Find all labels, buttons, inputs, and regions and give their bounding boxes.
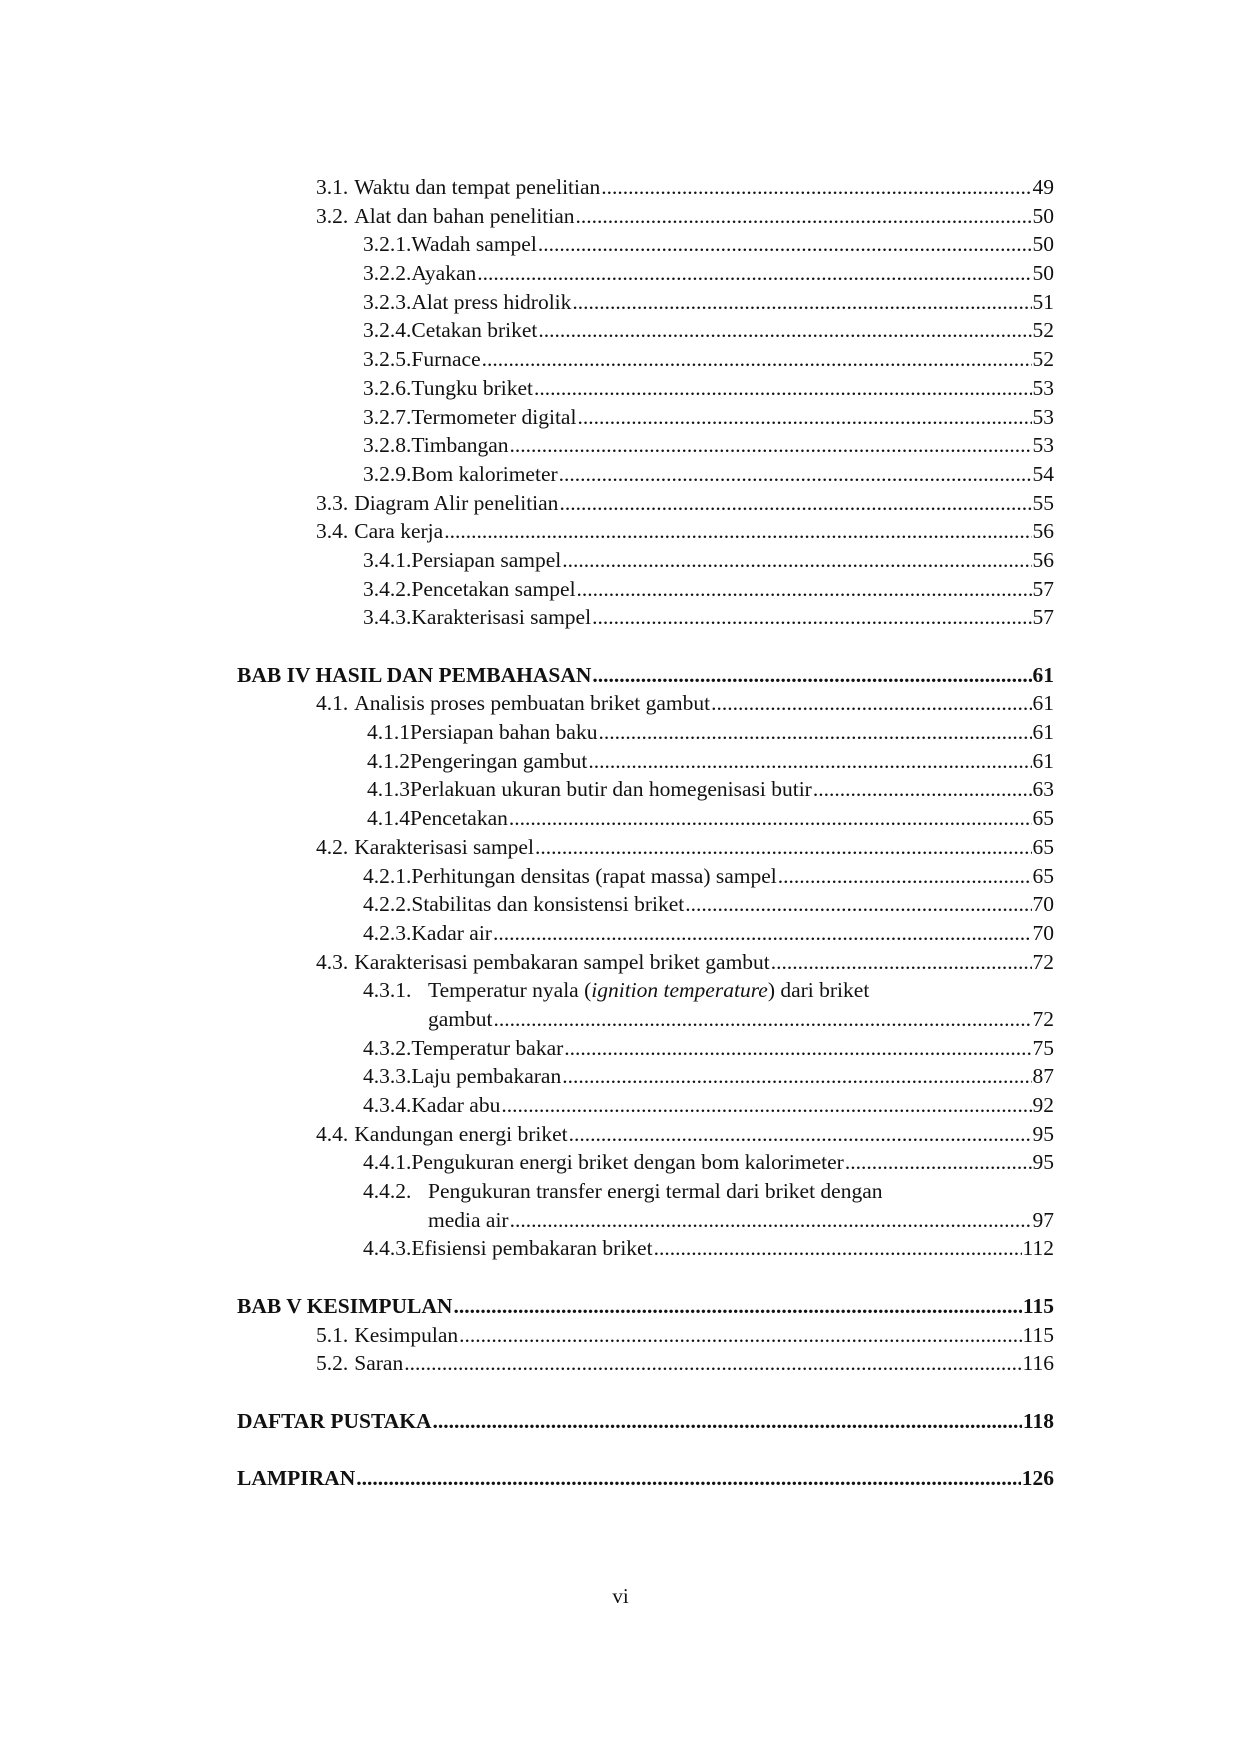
toc-number: 4.2.1.	[363, 863, 412, 888]
dot-leader	[569, 1120, 1032, 1149]
toc-entry[interactable]	[0, 345, 1241, 374]
toc-page: 57	[1032, 605, 1054, 630]
toc-number: 4.4.3.	[363, 1236, 412, 1261]
table-of-contents	[0, 173, 1241, 1493]
toc-page: 70	[1032, 920, 1054, 945]
toc-page: 55	[1032, 490, 1054, 515]
toc-label: BAB V KESIMPULAN	[237, 1293, 453, 1318]
toc-page: 72	[1032, 1006, 1054, 1031]
toc-number: 3.2.2.	[363, 261, 412, 286]
dot-leader	[601, 173, 1031, 202]
dot-leader	[562, 546, 1031, 575]
toc-number: 4.2.2.	[363, 892, 412, 917]
toc-label: Alat press hidrolik	[411, 289, 572, 314]
dot-leader	[459, 1321, 1021, 1350]
toc-label: Termometer digital	[411, 404, 577, 429]
toc-number: 5.2.	[316, 1351, 349, 1376]
dot-leader	[535, 833, 1032, 862]
toc-page: 75	[1032, 1035, 1054, 1060]
dot-leader	[576, 202, 1032, 231]
toc-chapter-entry[interactable]	[0, 1407, 1241, 1436]
toc-page: 61	[1032, 720, 1054, 745]
toc-entry[interactable]	[0, 718, 1241, 747]
toc-entry[interactable]	[0, 775, 1241, 804]
toc-number: 3.2.	[316, 203, 349, 228]
toc-number: 4.2.	[316, 834, 349, 859]
toc-number: 4.4.1.	[363, 1150, 412, 1175]
dot-leader	[559, 489, 1031, 518]
toc-entry[interactable]	[0, 1349, 1241, 1378]
dot-leader	[482, 345, 1032, 374]
toc-label: Karakterisasi sampel	[354, 834, 534, 859]
toc-entry[interactable]	[0, 1034, 1241, 1063]
toc-entry[interactable]	[0, 316, 1241, 345]
toc-label: Persiapan sampel	[411, 547, 562, 572]
toc-label: Pengukuran transfer energi termal dari briket dengan	[428, 1179, 883, 1204]
toc-label: Alat dan bahan penelitian	[354, 203, 575, 228]
toc-page: 53	[1032, 433, 1054, 458]
toc-number: 4.1.1	[367, 720, 410, 745]
toc-number: 4.1.4	[367, 806, 410, 831]
dot-leader	[598, 718, 1031, 747]
toc-chapter-entry[interactable]	[0, 661, 1241, 690]
toc-page: 51	[1032, 289, 1054, 314]
dot-leader	[588, 747, 1031, 776]
toc-number: 4.3.1.	[363, 978, 412, 1003]
toc-label: Analisis proses pembuatan briket gambut	[354, 691, 711, 716]
toc-number: 3.2.1.	[363, 232, 412, 257]
toc-page: 53	[1032, 375, 1054, 400]
toc-number: 3.2.7.	[363, 404, 412, 429]
toc-page: 50	[1032, 261, 1054, 286]
toc-page: 49	[1032, 175, 1054, 199]
toc-label: Timbangan	[411, 433, 509, 458]
toc-page: 115	[1022, 1322, 1054, 1347]
toc-number: 4.3.	[316, 949, 349, 974]
toc-number: 4.4.2.	[363, 1179, 412, 1204]
toc-label: Persiapan bahan baku	[410, 720, 598, 745]
toc-entry[interactable]	[0, 374, 1241, 403]
toc-label: Perlakuan ukuran butir dan homegenisasi butir	[410, 777, 812, 802]
toc-label: DAFTAR PUSTAKA	[237, 1408, 432, 1433]
dot-leader	[577, 403, 1031, 432]
toc-number: 3.2.8.	[363, 433, 412, 458]
toc-number: 4.1.2	[367, 748, 410, 773]
toc-label: Karakterisasi sampel	[411, 605, 592, 630]
toc-page: 97	[1032, 1207, 1054, 1232]
toc-number: 5.1.	[316, 1322, 349, 1347]
toc-page: 95	[1032, 1121, 1054, 1146]
toc-label: Waktu dan tempat penelitian	[354, 175, 601, 199]
toc-entry[interactable]	[0, 259, 1241, 288]
dot-leader	[501, 1091, 1031, 1120]
toc-label: Saran	[354, 1351, 404, 1376]
toc-number: 3.3.	[316, 490, 349, 515]
toc-page: 54	[1032, 461, 1054, 486]
toc-entry[interactable]	[0, 1177, 1241, 1206]
toc-label: Diagram Alir penelitian	[354, 490, 559, 515]
toc-number: 4.2.3.	[363, 920, 412, 945]
dot-leader	[711, 689, 1031, 718]
toc-page: 95	[1032, 1150, 1054, 1175]
toc-entry[interactable]	[0, 1321, 1241, 1350]
toc-label: Pencetakan	[410, 806, 508, 831]
toc-entry[interactable]	[0, 230, 1241, 259]
toc-label: Kesimpulan	[354, 1322, 459, 1347]
toc-entry[interactable]	[0, 202, 1241, 231]
toc-number: 3.1.	[316, 175, 349, 199]
toc-label: Laju pembakaran	[411, 1064, 562, 1089]
dot-leader	[534, 374, 1031, 403]
toc-number: 4.4.	[316, 1121, 349, 1146]
toc-entry[interactable]	[0, 431, 1241, 460]
toc-label: Bom kalorimeter	[411, 461, 558, 486]
toc-label: Cara kerja	[354, 519, 444, 544]
toc-label: Efisiensi pembakaran briket	[411, 1236, 653, 1261]
toc-page: 63	[1032, 777, 1054, 802]
toc-number: 3.2.5.	[363, 347, 412, 372]
dot-leader	[577, 575, 1032, 604]
toc-entry[interactable]	[0, 1234, 1241, 1263]
dot-leader	[493, 919, 1032, 948]
toc-number: 4.3.3.	[363, 1064, 412, 1089]
page-number: vi	[612, 1584, 629, 1608]
toc-page: 65	[1032, 834, 1054, 859]
toc-label: Kadar air	[411, 920, 492, 945]
toc-page: 118	[1022, 1408, 1054, 1433]
toc-label: Cetakan briket	[411, 318, 538, 343]
toc-page: 56	[1032, 547, 1054, 572]
toc-entry[interactable]	[0, 517, 1241, 546]
toc-page: 70	[1032, 892, 1054, 917]
toc-number: 3.4.1.	[363, 547, 412, 572]
toc-label: Temperatur nyala (ignition temperature) dari briket	[428, 978, 870, 1003]
toc-label: Kadar abu	[411, 1093, 501, 1117]
dot-leader	[771, 948, 1032, 977]
dot-leader	[477, 259, 1031, 288]
toc-page: 57	[1032, 576, 1054, 601]
dot-leader	[778, 862, 1032, 891]
toc-label: media air	[428, 1207, 509, 1232]
toc-entry[interactable]	[0, 976, 1241, 1005]
toc-page: 65	[1032, 806, 1054, 831]
toc-chapter-entry[interactable]	[0, 1292, 1241, 1321]
toc-page: 61	[1032, 748, 1054, 773]
dot-leader	[356, 1464, 1021, 1493]
toc-label: Perhitungan densitas (rapat massa) sampel	[411, 863, 777, 888]
toc-number: 4.3.2.	[363, 1035, 412, 1060]
dot-leader	[562, 1062, 1031, 1091]
toc-entry[interactable]	[0, 890, 1241, 919]
toc-number: 3.4.3.	[363, 605, 412, 630]
dot-leader	[404, 1349, 1021, 1378]
toc-entry[interactable]	[0, 833, 1241, 862]
toc-entry[interactable]	[0, 1091, 1241, 1120]
toc-entry[interactable]	[0, 546, 1241, 575]
toc-label: Stabilitas dan konsistensi briket	[411, 892, 685, 917]
toc-entry[interactable]	[0, 603, 1241, 632]
toc-label: Furnace	[411, 347, 481, 372]
toc-entry[interactable]	[0, 948, 1241, 977]
toc-number: 3.2.9.	[363, 461, 412, 486]
toc-page: 115	[1022, 1293, 1054, 1318]
dot-leader	[654, 1234, 1022, 1263]
toc-page: 112	[1022, 1236, 1054, 1261]
toc-entry-continuation[interactable]	[0, 1206, 1241, 1235]
dot-leader	[685, 890, 1031, 919]
toc-label: Pengeringan gambut	[410, 748, 588, 773]
toc-label: Ayakan	[411, 261, 477, 286]
toc-page: 56	[1032, 519, 1054, 544]
toc-page: 53	[1032, 404, 1054, 429]
toc-page: 50	[1032, 203, 1054, 228]
dot-leader	[592, 661, 1031, 690]
dot-leader	[444, 517, 1031, 546]
toc-entry[interactable]	[0, 919, 1241, 948]
toc-entry[interactable]	[0, 747, 1241, 776]
toc-entry-continuation[interactable]	[0, 1005, 1241, 1034]
toc-number: 3.4.2.	[363, 576, 412, 601]
toc-page: 61	[1032, 662, 1054, 687]
toc-number: 3.4.	[316, 519, 349, 544]
dot-leader	[538, 230, 1032, 259]
toc-entry[interactable]	[0, 288, 1241, 317]
toc-label: Pencetakan sampel	[411, 576, 576, 601]
toc-entry[interactable]	[0, 689, 1241, 718]
toc-entry[interactable]	[0, 1062, 1241, 1091]
toc-entry[interactable]	[0, 403, 1241, 432]
dot-leader	[510, 1206, 1032, 1235]
toc-number: 3.2.3.	[363, 289, 412, 314]
toc-entry[interactable]	[0, 862, 1241, 891]
toc-number: 4.1.	[316, 691, 349, 716]
dot-leader	[453, 1292, 1021, 1321]
toc-label: Tungku briket	[411, 375, 534, 400]
toc-entry[interactable]	[0, 489, 1241, 518]
dot-leader	[494, 1005, 1032, 1034]
toc-page: 65	[1032, 863, 1054, 888]
toc-page: 52	[1032, 347, 1054, 372]
toc-number: 4.1.3	[367, 777, 410, 802]
toc-page: 92	[1032, 1093, 1054, 1117]
toc-entry[interactable]	[0, 460, 1241, 489]
toc-page: 126	[1021, 1465, 1054, 1490]
toc-number: 3.2.6.	[363, 375, 412, 400]
toc-label: Kandungan energi briket	[354, 1121, 568, 1146]
toc-label: LAMPIRAN	[237, 1465, 356, 1490]
toc-label: Pengukuran energi briket dengan bom kalorimeter	[411, 1150, 844, 1175]
toc-chapter-entry[interactable]	[0, 1464, 1241, 1493]
dot-leader	[559, 460, 1032, 489]
toc-page: 61	[1032, 691, 1054, 716]
toc-label: gambut	[428, 1006, 493, 1031]
italic-term: ignition temperature	[591, 978, 768, 1003]
dot-leader	[813, 775, 1032, 804]
dot-leader	[845, 1148, 1032, 1177]
toc-label: Temperatur bakar	[411, 1035, 564, 1060]
toc-page: 72	[1032, 949, 1054, 974]
toc-entry[interactable]	[0, 575, 1241, 604]
toc-label: Karakterisasi pembakaran sampel briket gambut	[354, 949, 770, 974]
toc-page: 87	[1032, 1064, 1054, 1089]
toc-entry[interactable]	[0, 1148, 1241, 1177]
dot-leader	[572, 288, 1031, 317]
dot-leader	[564, 1034, 1031, 1063]
dot-leader	[509, 804, 1032, 833]
toc-entry[interactable]	[0, 804, 1241, 833]
toc-page: 50	[1032, 232, 1054, 257]
dot-leader	[592, 603, 1031, 632]
toc-number: 4.3.4.	[363, 1093, 412, 1117]
dot-leader	[433, 1407, 1022, 1436]
toc-label: Wadah sampel	[411, 232, 537, 257]
toc-page: 116	[1022, 1351, 1054, 1376]
dot-leader	[538, 316, 1031, 345]
dot-leader	[510, 431, 1032, 460]
toc-entry[interactable]	[0, 173, 1241, 202]
toc-entry[interactable]	[0, 1120, 1241, 1149]
toc-label: BAB IV HASIL DAN PEMBAHASAN	[237, 662, 592, 687]
toc-page: 52	[1032, 318, 1054, 343]
toc-number: 3.2.4.	[363, 318, 412, 343]
